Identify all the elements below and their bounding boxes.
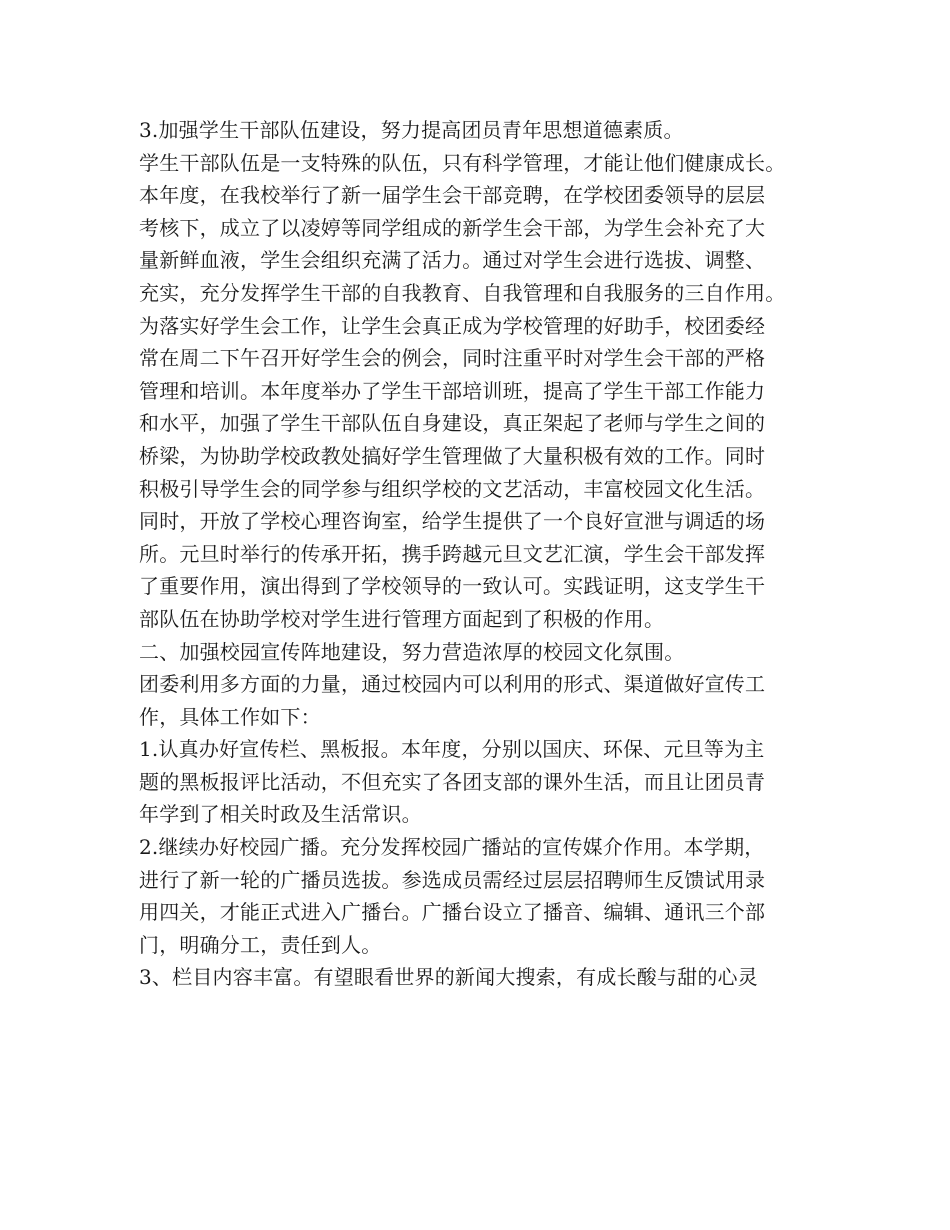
text-line: 了重要作用，演出得到了学校领导的一致认可。实践证明，这支学生干 [139,574,766,599]
text-line: 用四关，才能正式进入广播台。广播台设立了播音、编辑、通讯三个部 [139,900,766,925]
document-body [139,114,829,994]
text-line: 1.认真办好宣传栏、黑板报。本年度，分别以国庆、环保、元旦等为主 [139,737,765,762]
text-line: 门，明确分工，责任到人。 [139,932,382,957]
text-line: 量新鲜血液，学生会组织充满了活力。通过对学生会进行选拔、调整、 [139,248,766,273]
text-line: 考核下，成立了以凌婷等同学组成的新学生会干部，为学生会补充了大 [139,215,766,240]
text-line: 团委利用多方面的力量，通过校园内可以利用的形式、渠道做好宣传工 [139,672,766,697]
section-heading: 二、加强校园宣传阵地建设，努力营造浓厚的校园文化氛围。 [139,639,685,664]
text-line: 学生干部队伍是一支特殊的队伍，只有科学管理，才能让他们健康成长。 [139,150,786,175]
text-line: 作，具体工作如下： [139,704,321,729]
text-line: 部队伍在协助学校对学生进行管理方面起到了积极的作用。 [139,606,665,631]
text-line: 管理和培训。本年度举办了学生干部培训班，提高了学生干部工作能力 [139,378,766,403]
text-line: 3、栏目内容丰富。有望眼看世界的新闻大搜索，有成长酸与甜的心灵 [139,965,758,990]
text-line: 年学到了相关时政及生活常识。 [139,802,422,827]
text-line: 所。元旦时举行的传承开拓，携手跨越元旦文艺汇演，学生会干部发挥 [139,541,766,566]
text-line: 进行了新一轮的广播员选拔。参选成员需经过层层招聘师生反馈试用录 [139,867,766,892]
text-line: 桥梁，为协助学校政教处搞好学生管理做了大量积极有效的工作。同时 [139,443,766,468]
text-line: 和水平，加强了学生干部队伍自身建设，真正架起了老师与学生之间的 [139,411,766,436]
text-line: 常在周二下午召开好学生会的例会，同时注重平时对学生会干部的严格 [139,346,766,371]
text-line: 题的黑板报评比活动，不但充实了各团支部的课外生活，而且让团员青 [139,769,766,794]
text-line: 2.继续办好校园广播。充分发挥校园广播站的宣传媒介作用。本学期， [139,835,765,860]
text-line: 充实，充分发挥学生干部的自我教育、自我管理和自我服务的三自作用。 [139,280,786,305]
text-line: 同时，开放了学校心理咨询室，给学生提供了一个良好宣泄与调适的场 [139,509,766,534]
text-line: 本年度，在我校举行了新一届学生会干部竞聘，在学校团委领导的层层 [139,183,766,208]
text-line: 积极引导学生会的同学参与组织学校的文艺活动，丰富校园文化生活。 [139,476,766,501]
text-line: 为落实好学生会工作，让学生会真正成为学校管理的好助手，校团委经 [139,313,766,338]
text-line: 3.加强学生干部队伍建设，努力提高团员青年思想道德素质。 [139,118,684,142]
